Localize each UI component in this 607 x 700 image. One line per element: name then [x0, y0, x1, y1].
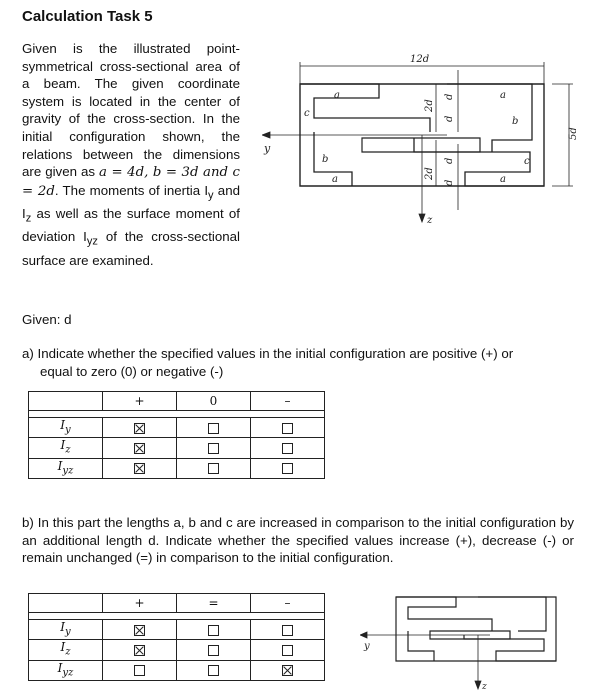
part-b-iz-minus[interactable]	[251, 640, 325, 660]
intro-p2: . The moments of inertia I	[54, 182, 209, 198]
part-a-table	[28, 391, 325, 479]
checkbox-checked[interactable]	[282, 665, 293, 676]
part-b-header-minus: –	[251, 594, 325, 613]
part-b-iyz-minus[interactable]	[251, 660, 325, 680]
dim-d-4-label: d	[444, 179, 455, 186]
intro-p1: Given is the illustrated point-symmetrical cross-sectional area of a beam. The given coordinate system is located in the center of gravity of the cross-section. In the initial configuration shown, the relations between the dimensions are given as	[22, 41, 240, 180]
axis-z-label: z	[427, 215, 433, 226]
dim-d-1-label: d	[444, 93, 455, 100]
checkbox[interactable]	[134, 665, 145, 676]
label-c1: c	[304, 108, 310, 119]
label-a2: a	[500, 90, 506, 101]
upper-left-flange	[300, 84, 430, 132]
checkbox[interactable]	[282, 625, 293, 636]
part-a-iy-zero[interactable]	[177, 418, 251, 438]
part-a-iz-minus[interactable]	[251, 438, 325, 458]
checkbox[interactable]	[208, 625, 219, 636]
part-a-header-minus: –	[251, 392, 325, 411]
intro-p4-sub: yz	[86, 235, 98, 248]
part-a-iz-plus[interactable]	[103, 438, 177, 458]
dim-2d-top-label: 2d	[424, 99, 435, 112]
label-b2: b	[512, 116, 519, 127]
label-a4: a	[500, 174, 506, 185]
small-upper-left	[396, 597, 492, 631]
part-a-iy-minus[interactable]	[251, 418, 325, 438]
part-b-iy-minus[interactable]	[251, 620, 325, 640]
modified-cross-section-figure	[360, 585, 580, 693]
checkbox[interactable]	[282, 423, 293, 434]
small-upper-right	[478, 597, 546, 631]
checkbox-checked[interactable]	[134, 423, 145, 434]
part-a-iyz-minus[interactable]	[251, 458, 325, 478]
part-b-row-label: $I_z$	[29, 640, 103, 660]
intro-p4: as well as the surface moment of deviation I	[22, 206, 240, 245]
part-b-header-plus: +	[103, 594, 177, 613]
checkbox-checked[interactable]	[134, 625, 145, 636]
part-b-question: b) In this part the lengths a, b and c are increased in comparison to the initial configuration by an additional length d. Indicate whether the specified values increase (+), decrease (-) or remain unchanged (=) in comparison to the initial configuration.	[22, 515, 574, 566]
checkbox[interactable]	[208, 645, 219, 656]
label-b1: b	[322, 154, 329, 165]
checkbox[interactable]	[208, 423, 219, 434]
dim-d-2-label: d	[444, 115, 455, 122]
label-c2: c	[524, 156, 530, 167]
given-label: Given: d	[22, 312, 72, 327]
checkbox[interactable]	[282, 443, 293, 454]
part-a-text-2: equal to zero (0) or negative (-)	[40, 363, 224, 379]
part-b-row-label: $I_{yz}$	[29, 660, 103, 680]
part-b-iz-equal[interactable]	[177, 640, 251, 660]
part-a-iyz-zero[interactable]	[177, 458, 251, 478]
checkbox-checked[interactable]	[134, 463, 145, 474]
part-a-question	[22, 345, 574, 380]
label-a1: a	[334, 90, 340, 101]
part-b-table	[28, 593, 325, 681]
part-b-row-label: $I_y$	[29, 620, 103, 640]
intro-p3-sub: z	[25, 212, 32, 225]
checkbox[interactable]	[208, 443, 219, 454]
part-b-iyz-plus[interactable]	[103, 660, 177, 680]
intro-text	[22, 40, 240, 269]
part-b-header-equal: =	[177, 594, 251, 613]
intro-p2-sub: y	[208, 189, 214, 202]
part-a-text-1: a) Indicate whether the specified values in the initial configuration are positive (+) or	[22, 346, 514, 361]
task-title: Calculation Task 5	[22, 8, 153, 25]
small-axis-y-label: y	[364, 641, 370, 652]
intro-p5: of the cross-sectional surface are examined.	[22, 229, 240, 268]
part-a-header-plus: +	[103, 392, 177, 411]
intro-relation: a = 4d, b = 3d and c = 2d	[22, 165, 240, 199]
part-a-header-blank	[29, 392, 103, 411]
intro-p3: and I	[22, 182, 240, 221]
dim-d-3-label: d	[444, 157, 455, 164]
part-a-iy-plus[interactable]	[103, 418, 177, 438]
small-axis-z-label: z	[482, 682, 487, 692]
central-web	[362, 138, 480, 152]
part-a-row-label: $I_y$	[29, 418, 103, 438]
part-b-iy-plus[interactable]	[103, 620, 177, 640]
checkbox[interactable]	[208, 665, 219, 676]
dim-2d-bottom-label: 2d	[424, 167, 435, 180]
checkbox[interactable]	[282, 645, 293, 656]
part-b-iz-plus[interactable]	[103, 640, 177, 660]
label-a3: a	[332, 174, 338, 185]
part-a-header-zero: 0	[177, 392, 251, 411]
axis-y-label: y	[264, 142, 271, 155]
checkbox[interactable]	[282, 463, 293, 474]
part-a-iz-zero[interactable]	[177, 438, 251, 458]
checkbox[interactable]	[208, 463, 219, 474]
part-a-row-label: $I_z$	[29, 438, 103, 458]
checkbox-checked[interactable]	[134, 443, 145, 454]
part-b-iy-equal[interactable]	[177, 620, 251, 640]
checkbox-checked[interactable]	[134, 645, 145, 656]
part-b-iyz-equal[interactable]	[177, 660, 251, 680]
dim-12d-label: 12d	[410, 54, 430, 65]
part-a-iyz-plus[interactable]	[103, 458, 177, 478]
part-b-header-blank	[29, 594, 103, 613]
dim-5d-label: 5d	[568, 127, 579, 140]
cross-section-figure	[262, 40, 592, 230]
part-a-row-label: $I_{yz}$	[29, 458, 103, 478]
upper-right-flange	[447, 84, 532, 152]
